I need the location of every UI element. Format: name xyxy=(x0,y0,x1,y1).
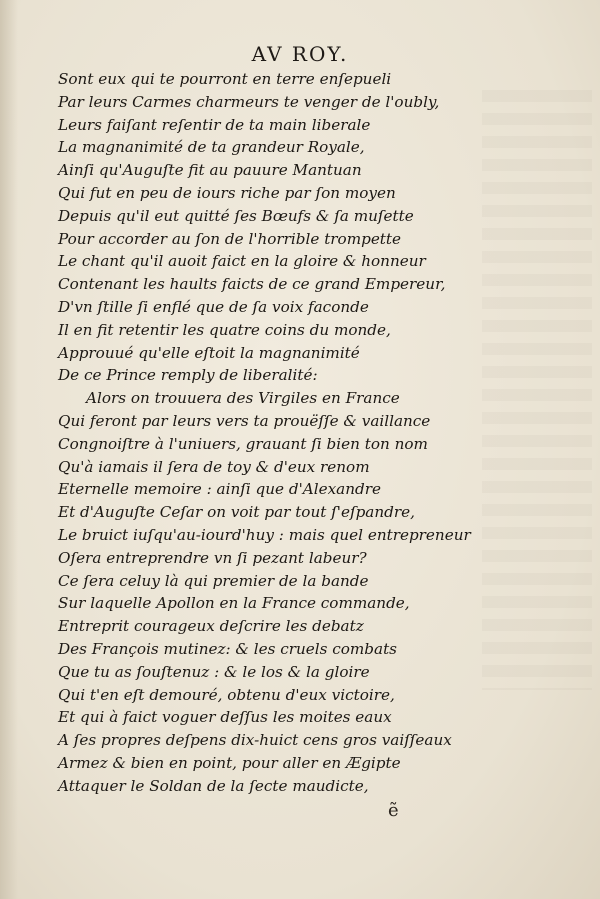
verse-line: A ſes propres deſpens dix-huict cens gros vaiſſeaux xyxy=(58,731,452,750)
verse-line: Qui fut en peu de iours riche par ſon moyen xyxy=(58,183,396,202)
verse-line: Pour accorder au ſon de l'horrible trompette xyxy=(58,229,402,248)
verse-line: Le bruict iuſqu'au-iourd'huy : mais quel entrepreneur xyxy=(58,525,471,544)
show-through-text xyxy=(482,90,592,690)
verse-line: Qui t'en eſt demouré, obtenu d'eux victoire, xyxy=(58,685,395,704)
verse-line: Qu'à iamais il ſera de toy & d'eux renom xyxy=(58,457,370,476)
verse-line: Armez & bien en point, pour aller en Ægipte xyxy=(58,753,401,772)
verse-line: Congnoiſtre à l'uniuers, grauant ſi bien ton nom xyxy=(58,434,428,453)
verse-line: Oſera entreprendre vn ſi pezant labeur? xyxy=(58,548,367,567)
verse-line: Et qui à faict voguer deſſus les moites eaux xyxy=(58,708,392,727)
verse-line: Des François mutinez: & les cruels combats xyxy=(58,639,397,658)
verse-line: Eternelle memoire : ainſi que d'Alexandre xyxy=(58,480,381,499)
verse-line: Qui feront par leurs vers ta prouëſſe & vaillance xyxy=(58,411,431,430)
verse-line: Ainſi qu'Auguſte fit au pauure Mantuan xyxy=(58,161,362,180)
verse-line: Le chant qu'il auoit faict en la gloire & honneur xyxy=(58,252,426,271)
verse-text xyxy=(58,68,471,798)
verse-line: Sont eux qui te pourront en terre enſepueli xyxy=(58,70,392,88)
verse-line: Attaquer le Soldan de la ſecte maudicte, xyxy=(58,776,369,795)
verse-line: Et d'Auguſte Ceſar on voit par tout ſ'eſpandre, xyxy=(58,503,415,522)
verse-line: Par leurs Carmes charmeurs te venger de l'oubly, xyxy=(58,92,440,111)
verse-line: La magnanimité de ta grandeur Royale, xyxy=(58,138,365,157)
running-head: AV ROY. xyxy=(251,42,349,66)
signature-mark: ẽ xyxy=(388,800,399,821)
verse-line: Contenant les haults faicts de ce grand Empereur, xyxy=(58,275,446,294)
page-gutter-shadow xyxy=(0,0,18,899)
verse-line: D'vn ſtille ſi enflé que de ſa voix faconde xyxy=(58,297,369,316)
verse-line: Approuué qu'elle eſtoit la magnanimité xyxy=(58,343,360,362)
verse-line: Que tu as ſouſtenuz : & le los & la gloire xyxy=(58,662,370,681)
verse-line: Ce ſera celuy là qui premier de la bande xyxy=(58,571,369,590)
verse-line: Sur laquelle Apollon en la France commande, xyxy=(58,594,410,613)
verse-line: Il en fit retentir les quatre coins du monde, xyxy=(58,320,391,339)
verse-line: De ce Prince remply de liberalité: xyxy=(58,366,318,385)
verse-line: Depuis qu'il eut quitté ſes Bœufs & ſa muſette xyxy=(58,206,414,225)
verse-line: Alors on trouuera des Virgiles en France xyxy=(86,389,400,408)
verse-line: Leurs faiſant reſentir de ta main liberale xyxy=(58,115,371,134)
verse-line: Entreprit courageux deſcrire les debatz xyxy=(58,617,364,636)
